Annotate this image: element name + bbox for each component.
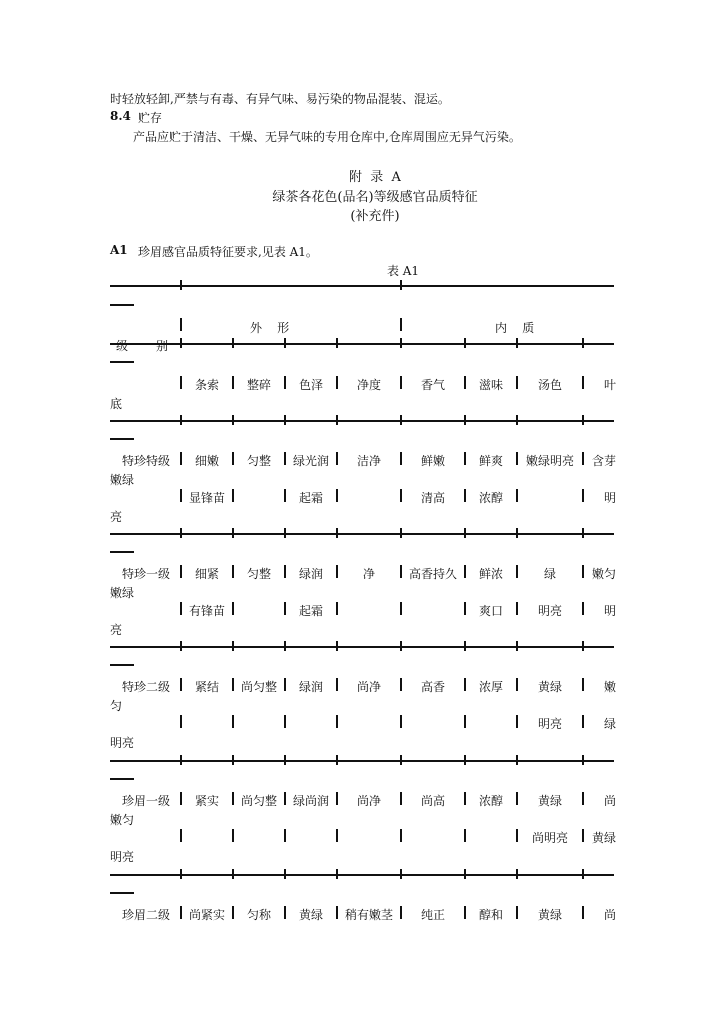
header-outer-group: 外 形 <box>250 321 290 335</box>
data-cell: 有锋苗 <box>188 604 225 618</box>
grid-tick <box>180 280 182 290</box>
data-cell: 尚匀整 <box>240 794 277 808</box>
section-title: 贮存 <box>138 111 163 125</box>
grid-tick <box>400 528 402 538</box>
grid-tick <box>582 338 584 348</box>
data-cell: 显锋苗 <box>188 491 225 505</box>
grade-cell: 特珍二级 <box>121 680 170 694</box>
table-title: 表 A1 <box>386 264 420 278</box>
grid-tick <box>582 528 584 538</box>
data-cell: 黄绿 <box>591 831 616 845</box>
column-separator <box>180 318 182 331</box>
data-cell: 匀整 <box>246 567 271 581</box>
data-cell: 黄绿 <box>298 908 323 922</box>
grid-tick <box>284 641 286 651</box>
column-separator <box>180 829 182 842</box>
grid-tick <box>400 280 402 290</box>
grid-tick <box>232 415 234 425</box>
grid-tick <box>180 338 182 348</box>
cell-wrap-text: 嫩匀 <box>110 813 135 827</box>
grid-tick <box>464 641 466 651</box>
grid-tick <box>336 641 338 651</box>
grid-tick <box>516 641 518 651</box>
data-cell: 黄绿 <box>537 908 562 922</box>
data-cell: 绿光润 <box>292 454 329 468</box>
data-cell: 紧结 <box>194 680 219 694</box>
grid-tick <box>516 415 518 425</box>
header-col-4: 香气 <box>420 378 445 392</box>
grid-tick <box>400 415 402 425</box>
table-top-rule <box>110 285 614 287</box>
column-separator <box>336 602 338 615</box>
data-cell: 黄绿 <box>537 794 562 808</box>
column-separator <box>516 489 518 502</box>
cell-wrap-text: 亮 <box>110 623 123 637</box>
grid-tick <box>180 869 182 879</box>
data-cell: 净 <box>362 567 375 581</box>
data-cell: 匀整 <box>246 454 271 468</box>
grade-cell: 特珍一级 <box>121 567 170 581</box>
column-separator <box>400 602 402 615</box>
grid-tick <box>400 755 402 765</box>
appendix-title: 绿茶各花色(品名)等级感官品质特征 <box>272 190 478 205</box>
data-cell: 明亮 <box>537 604 562 618</box>
data-cell: 绿 <box>603 717 616 731</box>
data-cell: 尚匀整 <box>240 680 277 694</box>
cell-wrap-text: 嫩绿 <box>110 586 135 600</box>
grid-tick <box>180 641 182 651</box>
data-cell: 爽口 <box>478 604 503 618</box>
grid-tick <box>284 415 286 425</box>
row-divider-stub <box>110 892 134 894</box>
data-cell: 醇和 <box>478 908 503 922</box>
grid-tick <box>582 641 584 651</box>
column-separator <box>336 489 338 502</box>
a1-number: A1 <box>110 243 128 257</box>
grade-cell: 珍眉一级 <box>121 794 170 808</box>
column-separator <box>400 829 402 842</box>
data-cell: 匀称 <box>246 908 271 922</box>
header-col-6: 汤色 <box>537 378 562 392</box>
data-cell: 起霜 <box>298 604 323 618</box>
data-cell: 鲜浓 <box>478 567 503 581</box>
data-cell: 嫩绿明亮 <box>525 454 574 468</box>
cell-wrap-text: 匀 <box>110 699 123 713</box>
grid-tick <box>232 338 234 348</box>
data-cell: 黄绿 <box>537 680 562 694</box>
data-cell: 绿 <box>543 567 556 581</box>
grid-tick <box>232 641 234 651</box>
grid-tick <box>516 338 518 348</box>
header-col-5: 滋味 <box>478 378 503 392</box>
column-separator <box>232 715 234 728</box>
data-cell: 清高 <box>420 491 445 505</box>
data-cell: 尚高 <box>420 794 445 808</box>
grid-tick <box>464 755 466 765</box>
header-col-3: 净度 <box>356 378 381 392</box>
intro-line-3: 产品应贮于清洁、干燥、无异气味的专用仓库中,仓库周围应无异气污染。 <box>133 130 521 144</box>
column-separator <box>336 715 338 728</box>
row-divider-stub <box>110 778 134 780</box>
header-col-2: 色泽 <box>298 378 323 392</box>
grid-tick <box>582 755 584 765</box>
data-cell: 浓醇 <box>478 491 503 505</box>
grid-tick <box>516 528 518 538</box>
intro-line-1: 时轻放轻卸,严禁与有毒、有异气味、易污染的物品混装、混运。 <box>110 92 450 106</box>
row-divider-stub <box>110 361 134 363</box>
header-inner-group: 内 质 <box>495 321 535 335</box>
data-cell: 绿润 <box>298 567 323 581</box>
column-separator <box>336 829 338 842</box>
grid-tick <box>180 755 182 765</box>
row-divider-stub <box>110 664 134 666</box>
data-cell: 浓厚 <box>478 680 503 694</box>
grid-tick <box>284 338 286 348</box>
data-cell: 细嫩 <box>194 454 219 468</box>
grid-tick <box>400 869 402 879</box>
row-rule-2 <box>110 646 614 648</box>
data-cell: 细紧 <box>194 567 219 581</box>
data-cell: 尚明亮 <box>531 831 568 845</box>
appendix-subtitle: (补充件) <box>350 209 400 224</box>
data-cell: 尚 <box>603 908 616 922</box>
cell-wrap-text: 明亮 <box>110 850 135 864</box>
row-divider-stub <box>110 438 134 440</box>
data-cell: 含芽 <box>591 454 616 468</box>
row-rule-3 <box>110 760 614 762</box>
column-separator <box>464 715 466 728</box>
grid-tick <box>336 869 338 879</box>
grid-tick <box>582 415 584 425</box>
data-cell: 明 <box>603 491 616 505</box>
cell-wrap-text: 嫩绿 <box>110 473 135 487</box>
data-cell: 鲜爽 <box>478 454 503 468</box>
grid-tick <box>464 338 466 348</box>
column-separator <box>232 829 234 842</box>
header-rule <box>110 343 614 345</box>
grid-tick <box>516 869 518 879</box>
header-col-0: 条索 <box>194 378 219 392</box>
column-separator <box>180 715 182 728</box>
grid-tick <box>336 415 338 425</box>
grid-tick <box>400 338 402 348</box>
grade-cell: 特珍特级 <box>121 454 170 468</box>
data-cell: 稍有嫩茎 <box>344 908 393 922</box>
grid-tick <box>180 415 182 425</box>
column-separator <box>232 489 234 502</box>
data-cell: 嫩 <box>603 680 616 694</box>
data-cell: 鲜嫩 <box>420 454 445 468</box>
data-cell: 起霜 <box>298 491 323 505</box>
data-cell: 嫩匀 <box>591 567 616 581</box>
data-cell: 明 <box>603 604 616 618</box>
grid-tick <box>232 869 234 879</box>
grid-tick <box>516 755 518 765</box>
data-cell: 明亮 <box>537 717 562 731</box>
a1-text: 珍眉感官品质特征要求,见表 A1。 <box>138 245 318 259</box>
data-cell: 浓醇 <box>478 794 503 808</box>
cell-wrap-text: 明亮 <box>110 736 135 750</box>
data-cell: 绿尚润 <box>292 794 329 808</box>
grid-tick <box>464 869 466 879</box>
grid-tick <box>284 528 286 538</box>
column-separator <box>400 318 402 331</box>
row-divider-stub <box>110 551 134 553</box>
data-cell: 尚净 <box>356 680 381 694</box>
grid-tick <box>232 755 234 765</box>
column-separator <box>464 829 466 842</box>
grid-tick <box>336 755 338 765</box>
header-grade-2: 别 <box>156 339 169 353</box>
section-number: 8.4 <box>110 109 131 123</box>
data-cell: 紧实 <box>194 794 219 808</box>
grid-tick <box>400 641 402 651</box>
header-col-7: 叶 <box>603 378 616 392</box>
grid-tick <box>284 869 286 879</box>
data-cell: 高香 <box>420 680 445 694</box>
appendix-label: 附 录 A <box>349 170 401 185</box>
data-cell: 尚紧实 <box>188 908 225 922</box>
column-separator <box>284 829 286 842</box>
column-separator <box>400 715 402 728</box>
data-cell: 高香持久 <box>408 567 457 581</box>
row-divider-stub <box>110 304 134 306</box>
grid-tick <box>464 415 466 425</box>
grid-tick <box>284 755 286 765</box>
row-rule-0 <box>110 420 614 422</box>
cell-wrap-text: 亮 <box>110 510 123 524</box>
data-cell: 洁净 <box>356 454 381 468</box>
grid-tick <box>336 528 338 538</box>
grid-tick <box>180 528 182 538</box>
header-col-1: 整碎 <box>246 378 271 392</box>
grid-tick <box>582 869 584 879</box>
data-cell: 尚净 <box>356 794 381 808</box>
header-col-wrap: 底 <box>110 397 123 411</box>
header-grade-1: 级 <box>116 339 129 353</box>
column-separator <box>284 715 286 728</box>
column-separator <box>232 602 234 615</box>
data-cell: 纯正 <box>420 908 445 922</box>
row-rule-1 <box>110 533 614 535</box>
grid-tick <box>232 528 234 538</box>
data-cell: 绿润 <box>298 680 323 694</box>
grid-tick <box>336 338 338 348</box>
grade-cell: 珍眉二级 <box>121 908 170 922</box>
data-cell: 尚 <box>603 794 616 808</box>
row-rule-4 <box>110 874 614 876</box>
grid-tick <box>464 528 466 538</box>
